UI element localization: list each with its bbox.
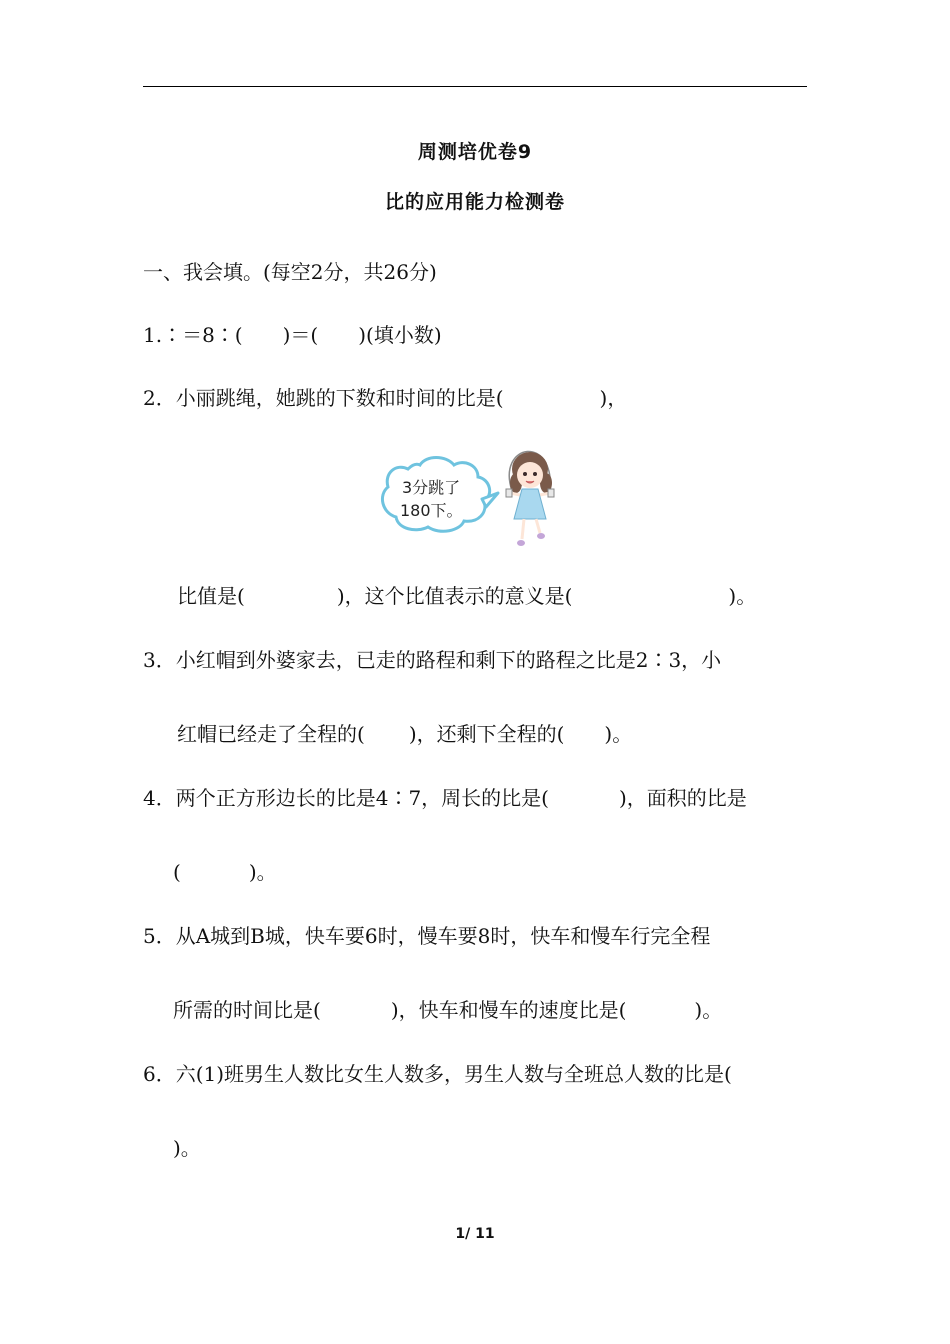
q4-line1-a: 4．两个正方形边长的比是4∶7，周长的比是(: [143, 786, 549, 810]
question-2-line2: [177, 583, 756, 609]
q4-line1-b: )，面积的比是: [618, 786, 747, 810]
jump-rope-illustration: [378, 433, 578, 559]
question-2-line1: [143, 385, 627, 411]
question-1: 1.∶＝8∶( )＝( )(填小数): [143, 323, 442, 347]
q2-text-b3: )。: [728, 584, 757, 608]
header-rule: [143, 86, 807, 87]
q2-text-a-end: )，: [599, 386, 628, 410]
question-3-line1: 3．小红帽到外婆家去，已走的路程和剩下的路程之比是2∶3，小: [143, 648, 722, 672]
q5-line2-c: )。: [694, 998, 723, 1022]
q4-line2-a: (: [173, 860, 181, 884]
q3-line2-b: )，还剩下全程的(: [408, 722, 565, 746]
q3-line2-a: 红帽已经走了全程的(: [177, 722, 365, 746]
question-4-line2: [173, 859, 277, 885]
section-heading: 一、我会填。(每空2分，共26分): [143, 260, 437, 284]
q4-line2-b: )。: [248, 860, 277, 884]
q2-text-a: 2．小丽跳绳，她跳的下数和时间的比是(: [143, 386, 504, 410]
question-3-line2: [177, 721, 632, 747]
question-5-line2: [173, 997, 722, 1023]
question-6-line2: )。: [173, 1136, 201, 1160]
question-5-line1: 5．从A城到B城，快车要6时，慢车要8时，快车和慢车行完全程: [143, 924, 711, 948]
question-6-line1: 6．六(1)班男生人数比女生人数多，男生人数与全班总人数的比是(: [143, 1062, 732, 1086]
q3-line2-c: )。: [604, 722, 633, 746]
page-number: 1/ 11: [455, 1226, 495, 1242]
q5-line2-a: 所需的时间比是(: [173, 998, 321, 1022]
bubble-line-2: 180下。: [400, 501, 463, 520]
q2-text-b1: 比值是(: [177, 584, 245, 608]
bubble-line-1: 3分跳了: [402, 478, 461, 497]
q2-text-b2: )，这个比值表示的意义是(: [336, 584, 573, 608]
q5-line2-b: )，快车和慢车的速度比是(: [390, 998, 627, 1022]
page-title: 周测培优卷9: [417, 141, 533, 163]
question-4-line1: [143, 785, 747, 811]
page-subtitle: 比的应用能力检测卷: [384, 191, 565, 213]
